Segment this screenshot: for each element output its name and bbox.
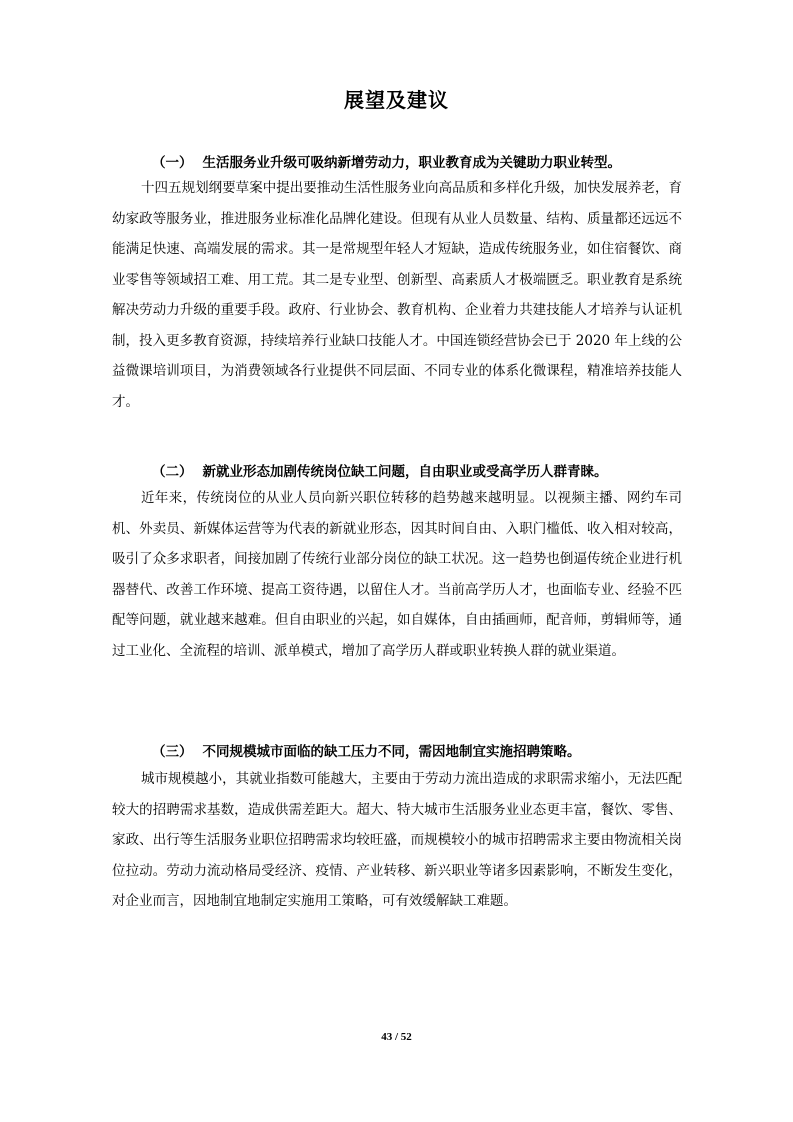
section-3-paragraph: 城市规模越小，其就业指数可能越大，主要由于劳动力流出造成的求职需求缩小，无法匹配较大的招聘需求基数，造成供需差距大。超大、特大城市生活服务业业态更丰富，餐饮、零售、家政、出行等生活服务业职位招聘需求均较旺盛，而规模较小的城市招聘需求主要由物流相关岗位拉动。劳动力流动格局受经济、疫情、产业转移、新兴职业等诸多因素影响，不断发生变化，对企业而言，因地制宜地制定实施用工策略，可有效缓解缺工难题。 <box>112 771 682 909</box>
page-title: 展望及建议 <box>344 88 449 112</box>
section-2-heading <box>152 460 608 480</box>
page-number <box>0 1031 793 1043</box>
section-3-number: （三） <box>152 744 193 760</box>
section-3-heading <box>152 740 581 760</box>
section-1-heading-text: 生活服务业升级可吸纳新增劳动力，职业教育成为关键助力职业转型。 <box>202 155 621 171</box>
total-pages: / 52 <box>394 1031 412 1043</box>
section-1-number: （一） <box>152 155 193 171</box>
section-1-heading <box>152 151 621 171</box>
section-2-number: （二） <box>152 464 193 480</box>
section-2-heading-text: 新就业形态加剧传统岗位缺工问题，自由职业或受高学历人群青睐。 <box>202 464 608 480</box>
current-page: 43 <box>381 1031 393 1043</box>
section-1-paragraph: 十四五规划纲要草案中提出要推动生活性服务业向高品质和多样化升级，加快发展养老，育幼家政等服务业，推进服务业标准化品牌化建设。但现有从业人员数量、结构、质量都还远远不能满足快速、高端发展的需求。其一是常规型年轻人才短缺，造成传统服务业，如住宿餐饮、商业零售等领域招工难、用工荒。其二是专业型、创新型、高素质人才极端匮乏。职业教育是系统解决劳动力升级的重要手段。政府、行业协会、教育机构、企业着力共建技能人才培养与认证机制，投入更多教育资源，持续培养行业缺口技能人才。中国连锁经营协会已于 2020 年上线的公益微课培训项目，为消费领域各行业提供不同层面、不同专业的体系化微课程，精准培养技能人才。 <box>112 180 682 410</box>
section-2-paragraph: 近年来，传统岗位的从业人员向新兴职位转移的趋势越来越明显。以视频主播、网约车司机、外卖员、新媒体运营等为代表的新就业形态，因其时间自由、入职门槛低、收入相对较高，吸引了众多求职者，间接加剧了传统行业部分岗位的缺工状况。这一趋势也倒逼传统企业进行机器替代、改善工作环境、提高工资待遇，以留住人才。当前高学历人才，也面临专业、经验不匹配等问题，就业越来越难。但自由职业的兴起，如自媒体，自由插画师，配音师，剪辑师等，通过工业化、全流程的培训、派单模式，增加了高学历人群或职业转换人群的就业渠道。 <box>112 490 682 659</box>
section-3-heading-text: 不同规模城市面临的缺工压力不同，需因地制宜实施招聘策略。 <box>202 744 581 760</box>
